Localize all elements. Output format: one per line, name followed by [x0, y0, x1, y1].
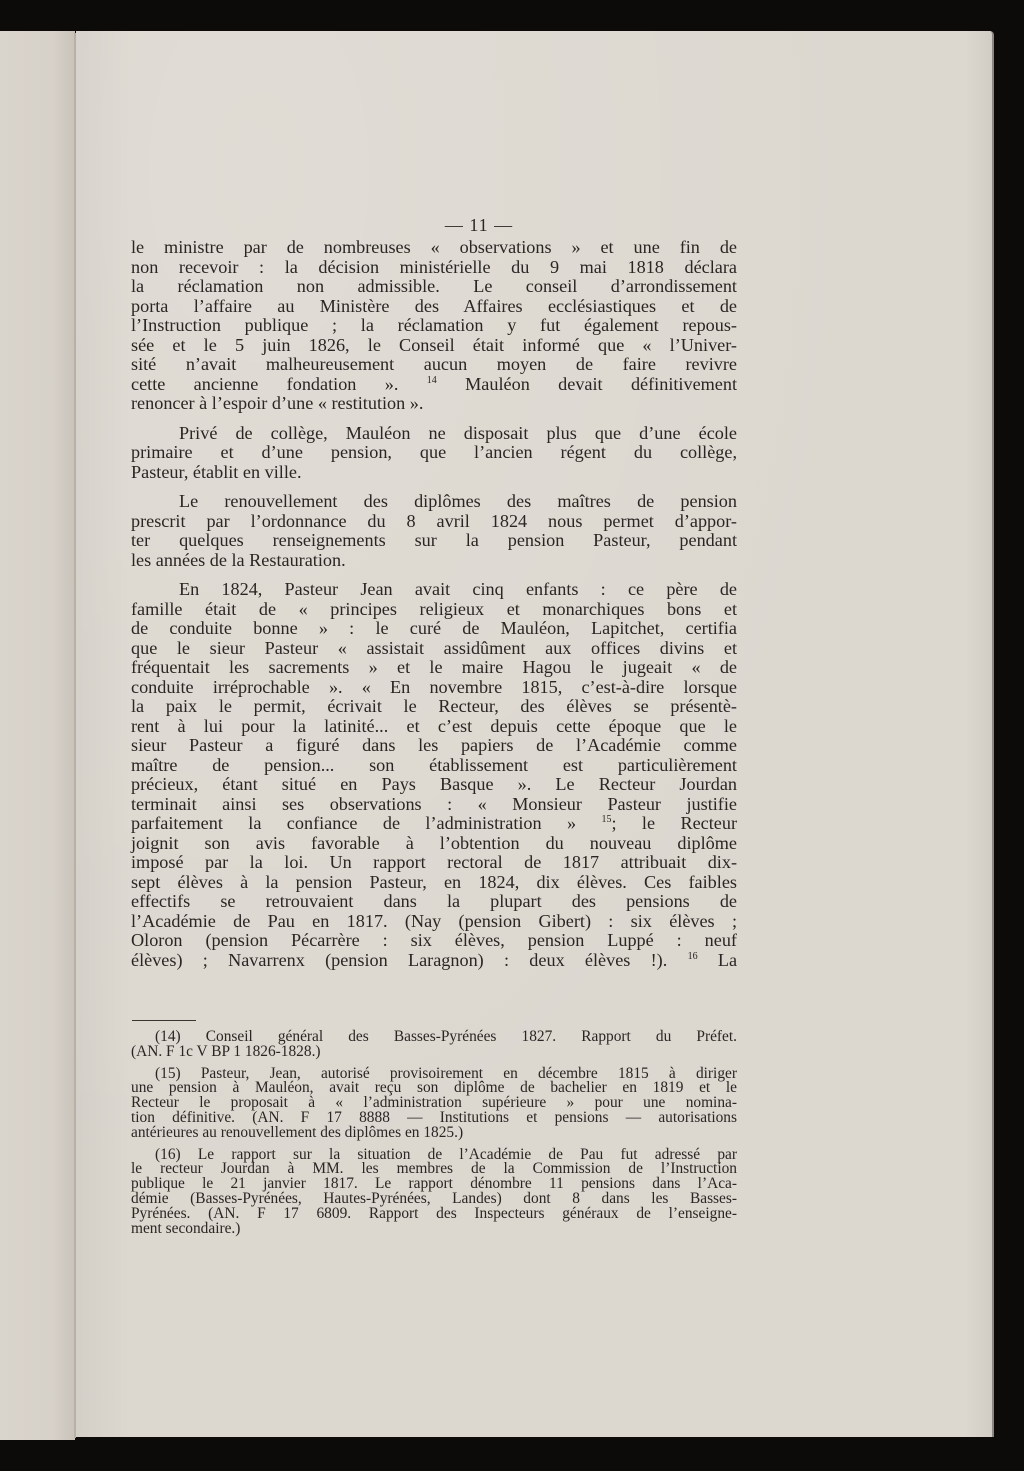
text-line: effectifs se retrouvaient dans la plupart des pensions de [131, 891, 737, 911]
text-line: sée et le 5 juin 1826, le Conseil était informé que « l’Univer- [131, 334, 737, 355]
footnote-line: antérieures au renouvellement des diplômes en 1825.) [131, 1123, 464, 1141]
text-line: précieux, étant situé en Pays Basque ». Le Recteur Jourdan [131, 774, 737, 794]
paragraph [131, 238, 737, 414]
footnote-15 [131, 1064, 737, 1141]
text-line: Privé de collège, Mauléon ne disposait plus que d’une école [179, 422, 737, 443]
text-line: terminait ainsi ses observations : « Monsieur Pasteur justifie [131, 793, 737, 814]
footnote-line: une pension à Mauléon, avait reçu son diplôme de bachelier en 1819 et le [131, 1079, 737, 1097]
text-segment: Mauléon devait définitivement [465, 373, 738, 394]
page-number: — 11 — [444, 215, 514, 235]
text-line: renoncer à l’espoir d’une « restitution ». [131, 393, 424, 413]
footnote-line: Pyrénées. (AN. F 17 6809. Rapport des Inspecteurs généraux de l’enseigne- [131, 1204, 737, 1222]
text-line: les années de la Restauration. [131, 549, 346, 570]
text-line: fréquentait les sacrements » et le maire Hagou le jugeait « de [131, 657, 737, 677]
text-line: l’Académie de Pau en 1817. (Nay (pension Gibert) : six élèves ; [131, 910, 737, 931]
text-line: porta l’affaire au Ministère des Affaires ecclésiastiques et de [131, 295, 737, 316]
text-line: Pasteur, établit en ville. [131, 461, 302, 482]
footnote-line: démie (Basses-Pyrénées, Hautes-Pyrénées, Landes) dont 8 dans les Basses- [131, 1189, 737, 1207]
footnote-line: tion définitive. (AN. F 17 8888 — Institutions et pensions — autorisations [131, 1108, 737, 1126]
text-line: conduite irréprochable ». « En novembre 1815, c’est-à-dire lorsque [131, 676, 737, 697]
footnote-separator [132, 1020, 196, 1021]
text-line: joignit son avis favorable à l’obtention du nouveau diplôme [131, 832, 737, 853]
text-line: l’Instruction publique ; la réclamation y fut également repous- [131, 315, 737, 335]
text-line: sité n’avait malheureusement aucun moyen de faire revivre [131, 354, 737, 374]
text-line: de conduite bonne » : le curé de Mauléon, Lapitchet, certifia [131, 618, 737, 638]
text-line: famille était de « principes religieux et monarchiques bons et [131, 598, 737, 619]
paragraph [131, 580, 737, 970]
body-text [131, 238, 737, 980]
text-line: maître de pension... son établissement est particulièrement [131, 754, 737, 775]
text-line: Oloron (pension Pécarrère : six élèves, pension Luppé : neuf [131, 930, 737, 950]
footnote-ref-14[interactable]: 14 [426, 374, 437, 386]
text-segment: ; le Recteur [611, 813, 737, 833]
text-line: Le renouvellement des diplômes des maîtres de pension [179, 491, 737, 511]
text-line: En 1824, Pasteur Jean avait cinq enfants : ce père de [179, 579, 737, 599]
footnote-16 [131, 1145, 737, 1237]
text-line: primaire et d’une pension, que l’ancien régent du collège, [131, 442, 737, 462]
text-line: sept élèves à la pension Pasteur, en 1824, dix élèves. Ces faibles [131, 871, 737, 892]
text-line: rent à lui pour la latinité... et c’est depuis cette époque que le [131, 715, 737, 736]
text-line: que le sieur Pasteur « assistait assidûment aux offices divins et [131, 637, 737, 658]
footnote-line: Recteur le proposait à « l’administration supérieure » pour une nomina- [131, 1094, 737, 1112]
footnote-ref-15[interactable]: 15 [601, 814, 612, 825]
text-line: non recevoir : la décision ministérielle du 9 mai 1818 déclara [131, 256, 737, 277]
text-segment: parfaitement la confiance de l’administration » [131, 813, 577, 833]
footnote-ref-16[interactable]: 16 [687, 950, 698, 962]
footnote-line: le recteur Jourdan à MM. les membres de la Commission de l’Instruction [131, 1160, 737, 1178]
footnote-line: ment secondaire.) [131, 1219, 241, 1237]
footnotes [131, 1030, 737, 1243]
text-line: la paix le permit, écrivait le Recteur, des élèves se présentè- [131, 696, 737, 716]
text-segment: cette ancienne fondation ». [131, 373, 399, 394]
text-line: ter quelques renseignements sur la pension Pasteur, pendant [131, 530, 737, 550]
text-line: prescrit par l’ordonnance du 8 avril 1824 nous permet d’appor- [131, 510, 737, 531]
text-line [131, 814, 737, 834]
footnote-line: (15) Pasteur, Jean, autorisé provisoirement en décembre 1815 à diriger [155, 1064, 737, 1082]
text-segment: élèves) ; Navarrenx (pension Laragnon) : deux élèves !). [131, 949, 668, 970]
footnote-14 [131, 1030, 737, 1060]
footnote-line: (14) Conseil général des Basses-Pyrénées 1827. Rapport du Préfet. [155, 1028, 737, 1045]
text-segment: La [717, 949, 738, 970]
paragraph [131, 424, 737, 483]
text-line: imposé par la loi. Un rapport rectoral de 1817 attribuait dix- [131, 852, 737, 872]
text-line: le ministre par de nombreuses « observations » et une fin de [131, 237, 737, 257]
paragraph [131, 492, 737, 570]
footnote-line: (AN. F 1c V BP 1 1826-1828.) [131, 1042, 321, 1060]
footnote-line: publique le 21 janvier 1817. Le rapport dénombre 11 pensions dans l’Aca- [131, 1175, 737, 1193]
text-line: la réclamation non admissible. Le conseil d’arrondissement [131, 276, 737, 296]
footnote-line: (16) Le rapport sur la situation de l’Académie de Pau fut adressé par [155, 1145, 737, 1163]
text-line [131, 951, 737, 971]
text-line: sieur Pasteur a figuré dans les papiers de l’Académie comme [131, 735, 737, 755]
text-line [131, 375, 737, 395]
facing-page-edge [0, 31, 75, 1440]
